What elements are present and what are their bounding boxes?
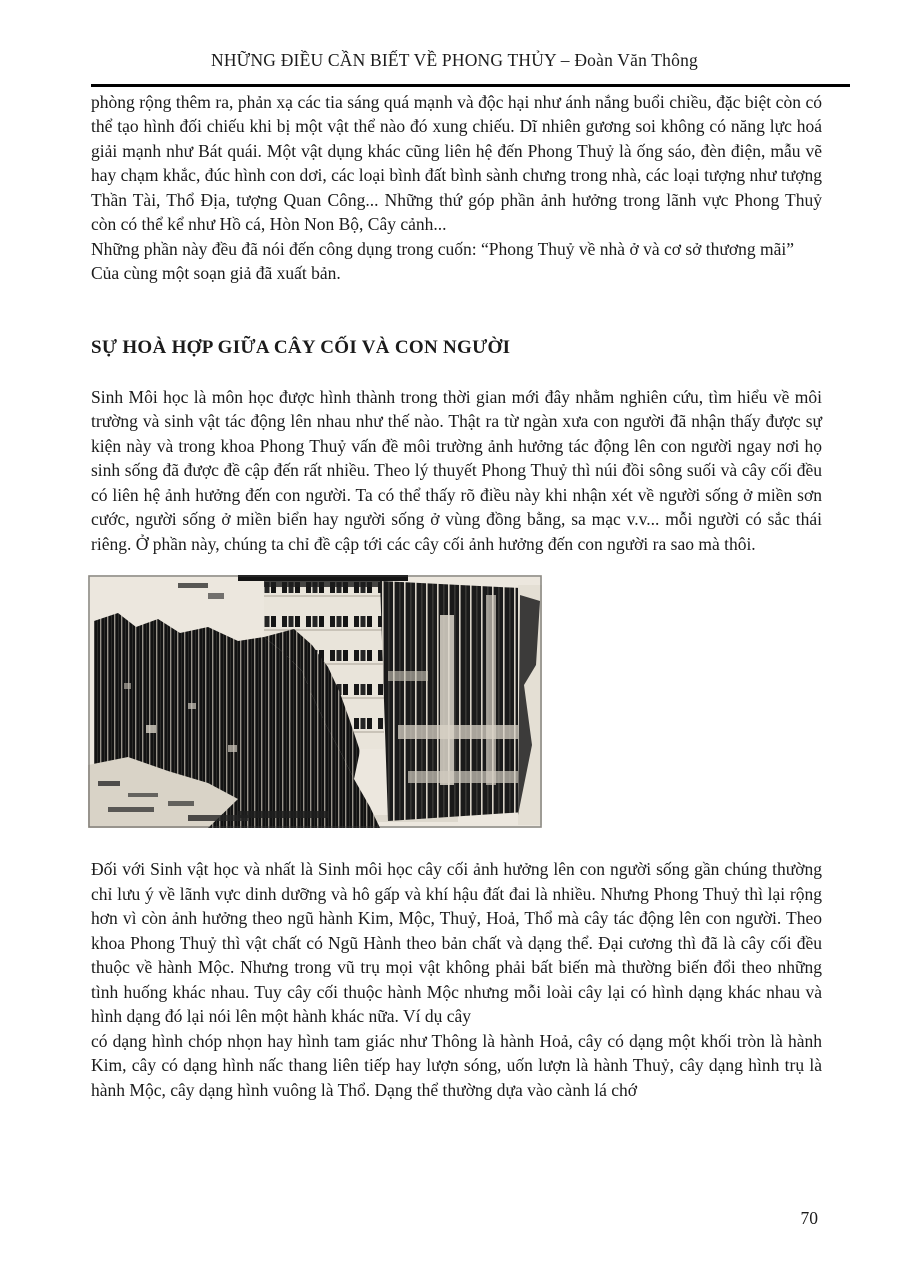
figure-photo xyxy=(88,575,542,828)
running-title: NHỮNG ĐIỀU CẦN BIẾT VỀ PHONG THỦY – Đoàn Văn Thông xyxy=(211,50,698,70)
paragraph: Của cùng một soạn giả đã xuất bản. xyxy=(91,263,341,284)
paragraph: Đối với Sinh vật học và nhất là Sinh môi học cây cối ảnh hưởng lên con người sống gần chúng thường chỉ lưu ý về lãnh vực dinh dưỡng và hô gấp và khí hậu đất đai là nhiều. Nhưng Phong Thuỷ thì lại rộng hơn vì còn ảnh hưởng theo ngũ hành Kim, Mộc, Thuỷ, Hoả, Thổ mà cây tác động lên con người. Theo khoa Phong Thuỷ thì vật chất có Ngũ Hành theo bản chất và dạng thể. Đại cương thì đã là cây cối đều thuộc về hành Mộc. Nhưng trong vũ trụ mọi vật không phải bất biến mà thường biến đổi theo những tình huống khác nhau. Tuy cây cối thuộc hành Mộc nhưng mỗi loài cây lại có hình dạng khác nhau và hình dạng đó lại nói lên một hành khác nữa. Ví dụ cây xyxy=(91,859,822,1027)
section-heading: SỰ HOÀ HỢP GIỮA CÂY CỐI VÀ CON NGƯỜI xyxy=(91,336,511,358)
figure-photo-illustration xyxy=(88,575,542,828)
page-content xyxy=(0,90,909,1103)
page-number: 70 xyxy=(800,1208,818,1228)
paragraph: Những phần này đều đã nói đến công dụng trong cuốn: “Phong Thuỷ về nhà ở và cơ sở thương mãi” xyxy=(91,238,795,259)
paragraph: có dạng hình chóp nhọn hay hình tam giác như Thông là hành Hoả, cây có dạng một khối tròn là hành Kim, cây có dạng hình nấc thang liên tiếp hay lượn sóng, uốn lượn là hành Thuỷ, cây dạng hình trụ là hành Mộc, cây dạng hình vuông là Thổ. Dạng thể thường dựa vào cành lá chớ xyxy=(91,1030,822,1100)
header-rule xyxy=(91,84,850,87)
paragraph: phòng rộng thêm ra, phản xạ các tia sáng quá mạnh và độc hại như ánh nắng buổi chiều, đặc biệt còn có thể tạo hình đối chiếu khi bị một vật thể nào đó xung chiếu. Dĩ nhiên gương soi không có năng lực hoá giải mạnh như Bát quái. Một vật dụng khác cũng liên hệ đến Phong Thuỷ là ống sáo, đèn điện, mẫu vẽ hay chạm khắc, đúc hình con dơi, các loại bình đất bình sành chưng trong nhà, các loại tượng như tượng Thần Tài, Thổ Địa, tượng Quan Công... Những thứ góp phần ảnh hưởng trong lãnh vực Phong Thuỷ còn có thể kể như Hồ cá, Hòn Non Bộ, Cây cảnh... xyxy=(91,91,823,235)
page-header xyxy=(0,0,909,72)
paragraph: Sinh Môi học là môn học được hình thành trong thời gian mới đây nhằm nghiên cứu, tìm hiểu về môi trường và sinh vật tác động lên nhau như thế nào. Thật ra từ ngàn xưa con người đã nhận thấy được sự kiện này và trong khoa Phong Thuỷ vấn đề môi trường ảnh hưởng tác động lên con người ngay nơi họ sinh sống đã được đề cập đến rất nhiều. Theo lý thuyết Phong Thuỷ thì núi đồi sông suối và cây cối đều có liên hệ ảnh hưởng đến con người. Ta có thể thấy rõ điều này khi nhận xét về người sống ở miền sơn cước, người sống ở miền biển hay người sống ở vùng đồng bằng, sa mạc v.v... mỗi người có sắc thái riêng. Ở phần này, chúng ta chỉ đề cập tới các cây cối ảnh hưởng đến con người ra sao mà thôi. xyxy=(91,386,822,554)
